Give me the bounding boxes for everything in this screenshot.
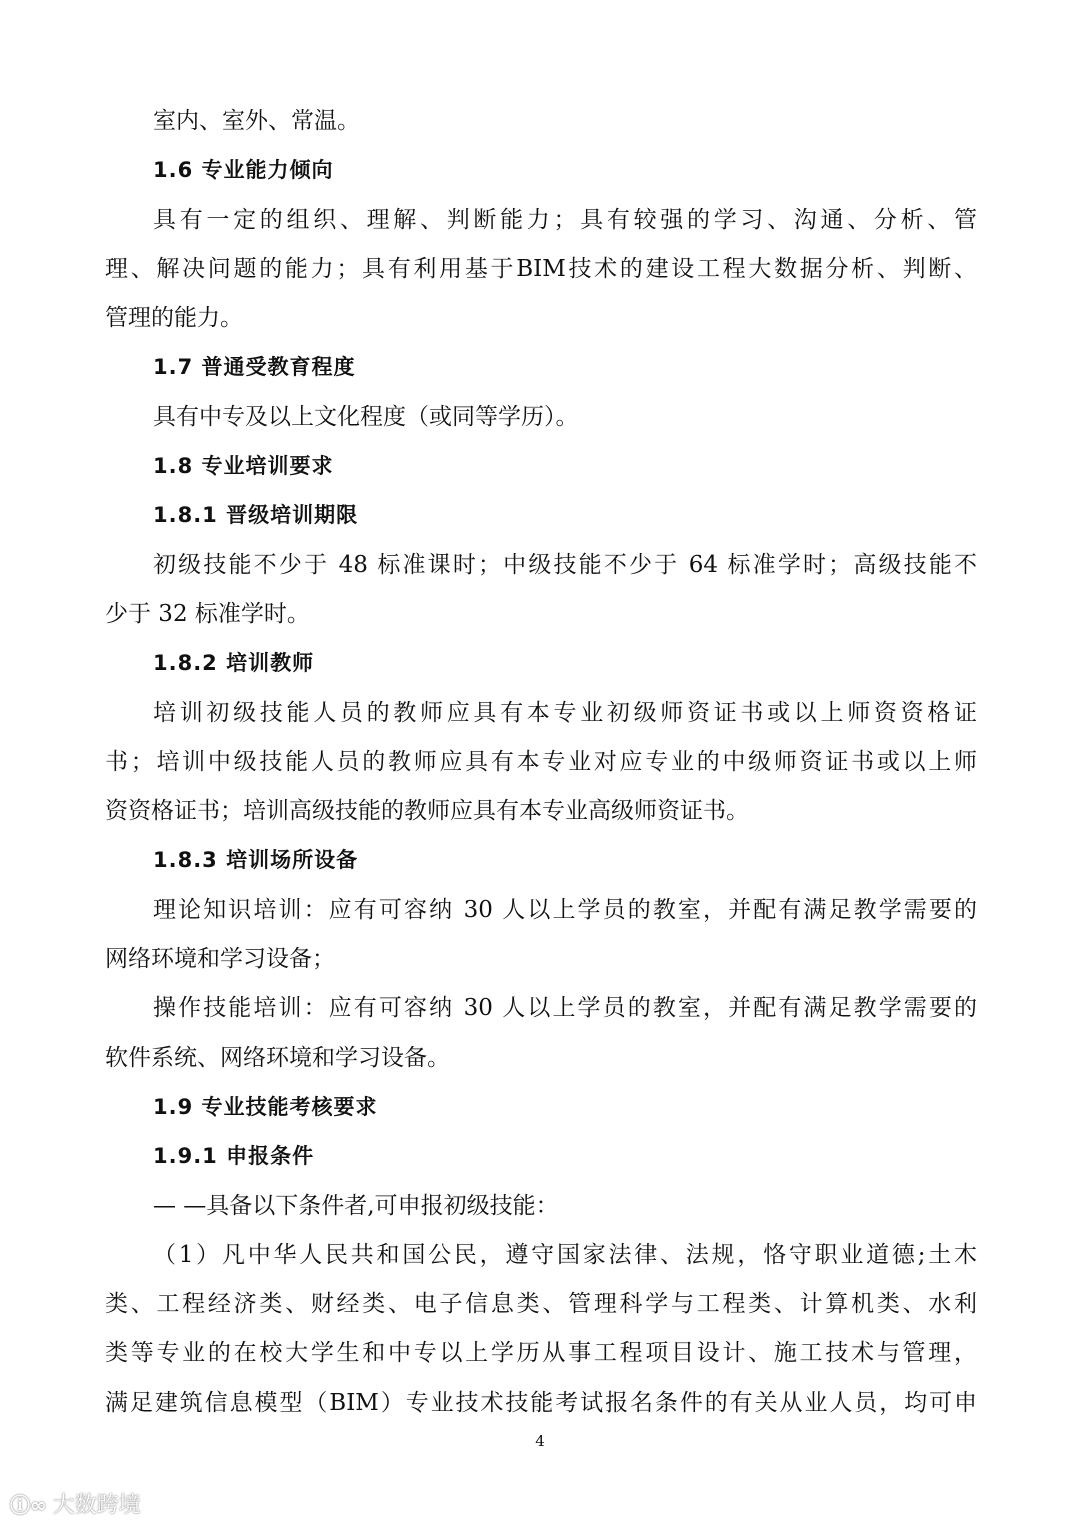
text-line: 网络环境和学习设备； bbox=[105, 946, 335, 973]
heading-text: 1.8 专业培训要求 bbox=[153, 454, 334, 479]
text-line: 类等专业的在校大学生和中专以上学历从事工程项目设计、施工技术与管理， bbox=[105, 1340, 977, 1367]
paragraph bbox=[105, 984, 977, 1083]
text-line: 理、解决问题的能力；具有利用基于BIM技术的建设工程大数据分析、判断、 bbox=[105, 255, 977, 282]
heading-text: 1.9.1 申报条件 bbox=[153, 1144, 315, 1169]
section-heading bbox=[105, 1132, 977, 1181]
section-heading bbox=[105, 639, 977, 688]
text-line: — —具备以下条件者,可申报初级技能： bbox=[153, 1192, 559, 1219]
paragraph bbox=[105, 1231, 977, 1428]
watermark bbox=[10, 1488, 141, 1519]
text-line: 具有一定的组织、理解、判断能力；具有较强的学习、沟通、分析、管 bbox=[153, 206, 977, 233]
document-body bbox=[105, 97, 977, 1428]
text-line: 管理的能力。 bbox=[105, 305, 243, 332]
text-line: 类、工程经济类、财经类、电子信息类、管理科学与工程类、计算机类、水利 bbox=[105, 1291, 977, 1318]
text-line: 具有中专及以上文化程度（或同等学历）。 bbox=[153, 403, 579, 430]
paragraph bbox=[105, 541, 977, 640]
heading-text: 1.6 专业能力倾向 bbox=[153, 158, 334, 183]
text-line: （1）凡中华人民共和国公民，遵守国家法律、法规，恪守职业道德;土木 bbox=[153, 1241, 977, 1268]
text-line: 培训初级技能人员的教师应具有本专业初级师资证书或以上师资资格证 bbox=[153, 699, 977, 726]
paragraph bbox=[105, 393, 977, 442]
text-line: 室内、室外、常温。 bbox=[153, 108, 360, 134]
text-line: 少于 32 标准学时。 bbox=[105, 600, 310, 627]
section-heading bbox=[105, 343, 977, 392]
heading-text: 1.8.3 培训场所设备 bbox=[153, 848, 359, 873]
text-line: 操作技能培训：应有可容纳 30 人以上学员的教室，并配有满足教学需要的 bbox=[153, 995, 977, 1022]
text-line: 书；培训中级技能人员的教师应具有本专业对应专业的中级师资证书或以上师 bbox=[105, 748, 977, 775]
paragraph bbox=[105, 886, 977, 985]
page-number: 4 bbox=[535, 1432, 545, 1450]
heading-text: 1.8.2 培训教师 bbox=[153, 651, 315, 676]
paragraph bbox=[105, 196, 977, 344]
text-line: 软件系统、网络环境和学习设备。 bbox=[105, 1044, 450, 1071]
text-line: 满足建筑信息模型（BIM）专业技术技能考试报名条件的有关从业人员，均可申 bbox=[105, 1389, 977, 1416]
text-line: 初级技能不少于 48 标准课时；中级技能不少于 64 标准学时；高级技能不 bbox=[153, 551, 977, 578]
section-heading bbox=[105, 1083, 977, 1132]
text-line: 资资格证书；培训高级技能的教师应具有本专业高级师资证书。 bbox=[105, 798, 749, 825]
heading-text: 1.8.1 晋级培训期限 bbox=[153, 503, 359, 528]
watermark-text: 大数跨境 bbox=[52, 1493, 141, 1518]
section-heading bbox=[105, 146, 977, 195]
paragraph bbox=[105, 689, 977, 837]
heading-text: 1.9 专业技能考核要求 bbox=[153, 1094, 378, 1119]
text-line: 理论知识培训：应有可容纳 30 人以上学员的教室，并配有满足教学需要的 bbox=[153, 896, 977, 923]
heading-text: 1.7 普通受教育程度 bbox=[153, 355, 356, 380]
section-heading bbox=[105, 836, 977, 885]
section-heading bbox=[105, 491, 977, 540]
section-heading bbox=[105, 442, 977, 491]
paragraph bbox=[105, 97, 977, 146]
watermark-logo-icon: ⓘ∞ bbox=[10, 1493, 47, 1517]
paragraph bbox=[105, 1182, 977, 1231]
